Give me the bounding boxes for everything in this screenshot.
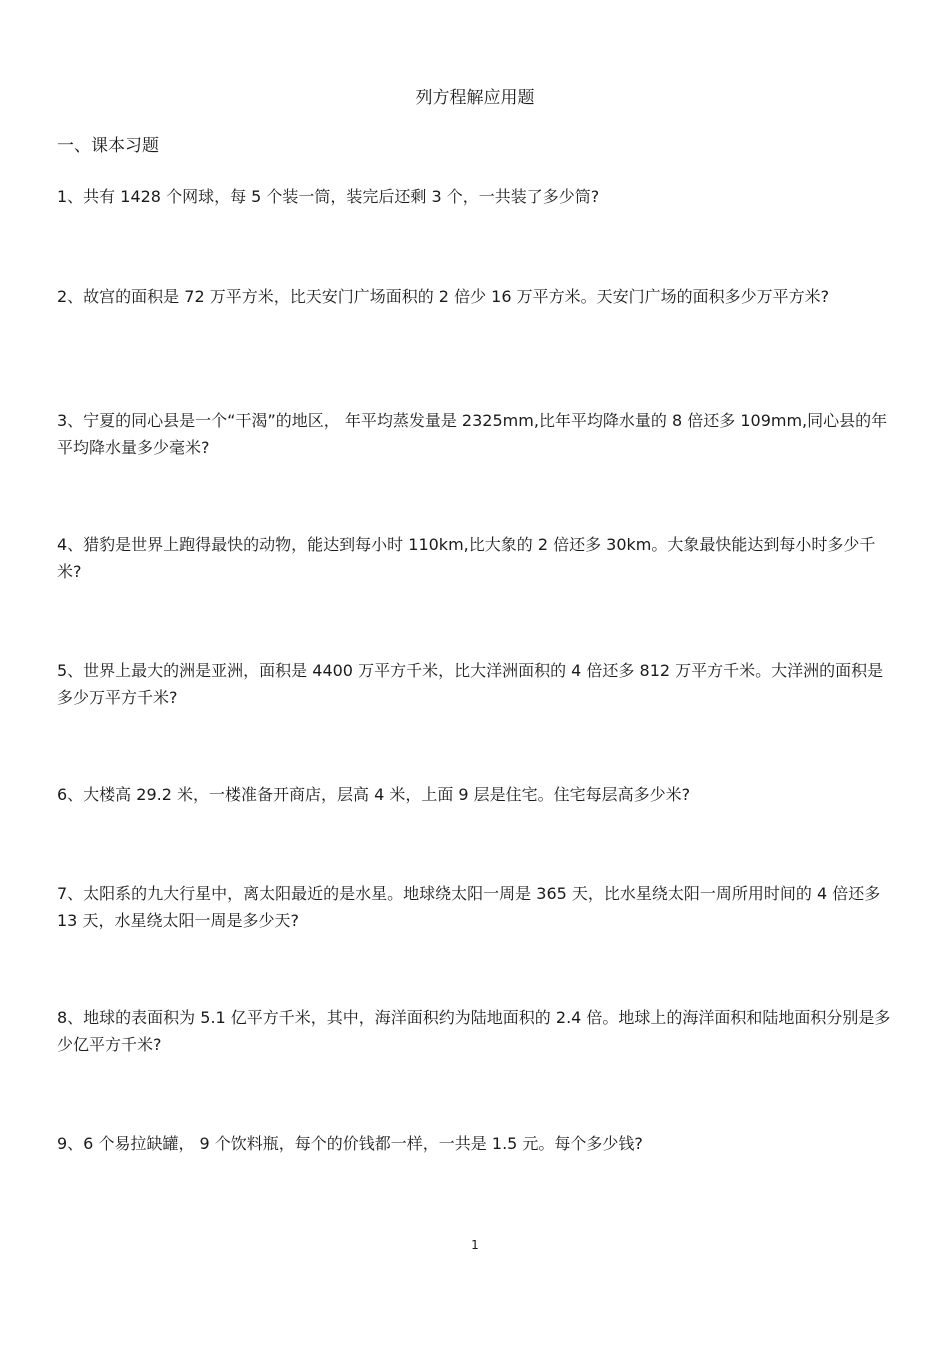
problem-2: 2、故宫的面积是 72 万平方米，比天安门广场面积的 2 倍少 16 万平方米。天安门广场的面积多少万平方米? [57,287,830,306]
problem-4: 4、猎豹是世界上跑得最快的动物，能达到每小时 110km,比大象的 2 倍还多 30km。大象最快能达到每小时多少千米? [57,535,876,581]
section-heading: 一、课本习题 [57,136,159,156]
problem-9: 9、6 个易拉缺罐， 9 个饮料瓶，每个的价钱都一样，一共是 1.5 元。每个多少钱? [57,1134,643,1153]
problem-1: 1、共有 1428 个网球，每 5 个装一筒，装完后还剩 3 个，一共装了多少筒? [57,187,600,206]
problem-7: 7、太阳系的九大行星中，离太阳最近的是水星。地球绕太阳一周是 365 天，比水星绕太阳一周所用时间的 4 倍还多 13 天，水星绕太阳一周是多少天? [57,884,881,930]
problem-3: 3、宁夏的同心县是一个“干渴”的地区， 年平均蒸发量是 2325mm,比年平均降水量的 8 倍还多 109mm,同心县的年平均降水量多少毫米? [57,411,888,457]
problem-5: 5、世界上最大的洲是亚洲，面积是 4400 万平方千米，比大洋洲面积的 4 倍还多 812 万平方千米。大洋洲的面积是多少万平方千米? [57,661,884,707]
problem-6: 6、大楼高 29.2 米，一楼准备开商店，层高 4 米，上面 9 层是住宅。住宅每层高多少米? [57,785,691,804]
page-title: 列方程解应用题 [415,88,535,108]
problem-8: 8、地球的表面积为 5.1 亿平方千米，其中，海洋面积约为陆地面积的 2.4 倍。地球上的海洋面积和陆地面积分别是多少亿平方千米? [57,1008,891,1054]
page-number: 1 [471,1238,479,1252]
